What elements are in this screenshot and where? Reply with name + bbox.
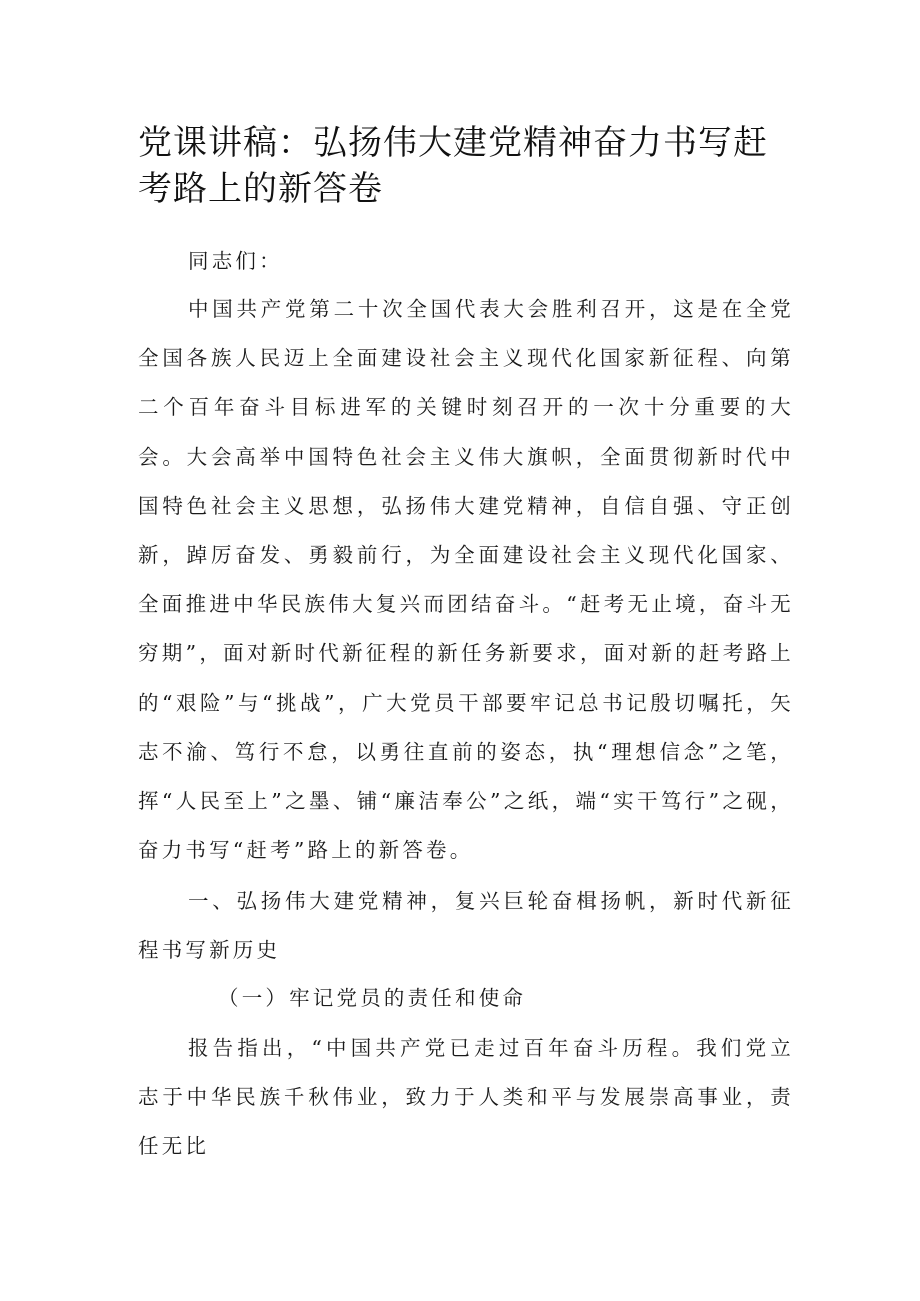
paragraph-intro: 中国共产党第二十次全国代表大会胜利召开，这是在全党全国各族人民迈上全面建设社会主义现代化国家新征程、向第二个百年奋斗目标进军的关键时刻召开的一次十分重要的大会。大会高举中国特色社会主义伟大旗帜，全面贯彻新时代中国特色社会主义思想，弘扬伟大建党精神，自信自强、守正创新，踔厉奋发、勇毅前行，为全面建设社会主义现代化国家、全面推进中华民族伟大复兴而团结奋斗。“赶考无止境，奋斗无穷期”，面对新时代新征程的新任务新要求，面对新的赶考路上的“艰险”与“挑战”，广大党员干部要牢记总书记殷切嘱托，矢志不渝、笃行不怠，以勇往直前的姿态，执“理想信念”之笔，挥“人民至上”之墨、铺“廉洁奉公”之纸，端“实干笃行”之砚，奋力书写“赶考”路上的新答卷。 — [138, 297, 794, 863]
paragraph-report: 报告指出，“中国共产党已走过百年奋斗历程。我们党立志于中华民族千秋伟业，致力于人类和平与发展崇高事业，责任无比 — [138, 1036, 794, 1159]
document-title: 党课讲稿：弘扬伟大建党精神奋力书写赶考路上的新答卷 — [138, 123, 768, 209]
subsection-heading-1: （一）牢记党员的责任和使命 — [218, 986, 527, 1010]
section-heading-1: 一、弘扬伟大建党精神，复兴巨轮奋楫扬帆，新时代新征程书写新历史 — [138, 889, 794, 963]
salutation: 同志们： — [188, 249, 283, 273]
